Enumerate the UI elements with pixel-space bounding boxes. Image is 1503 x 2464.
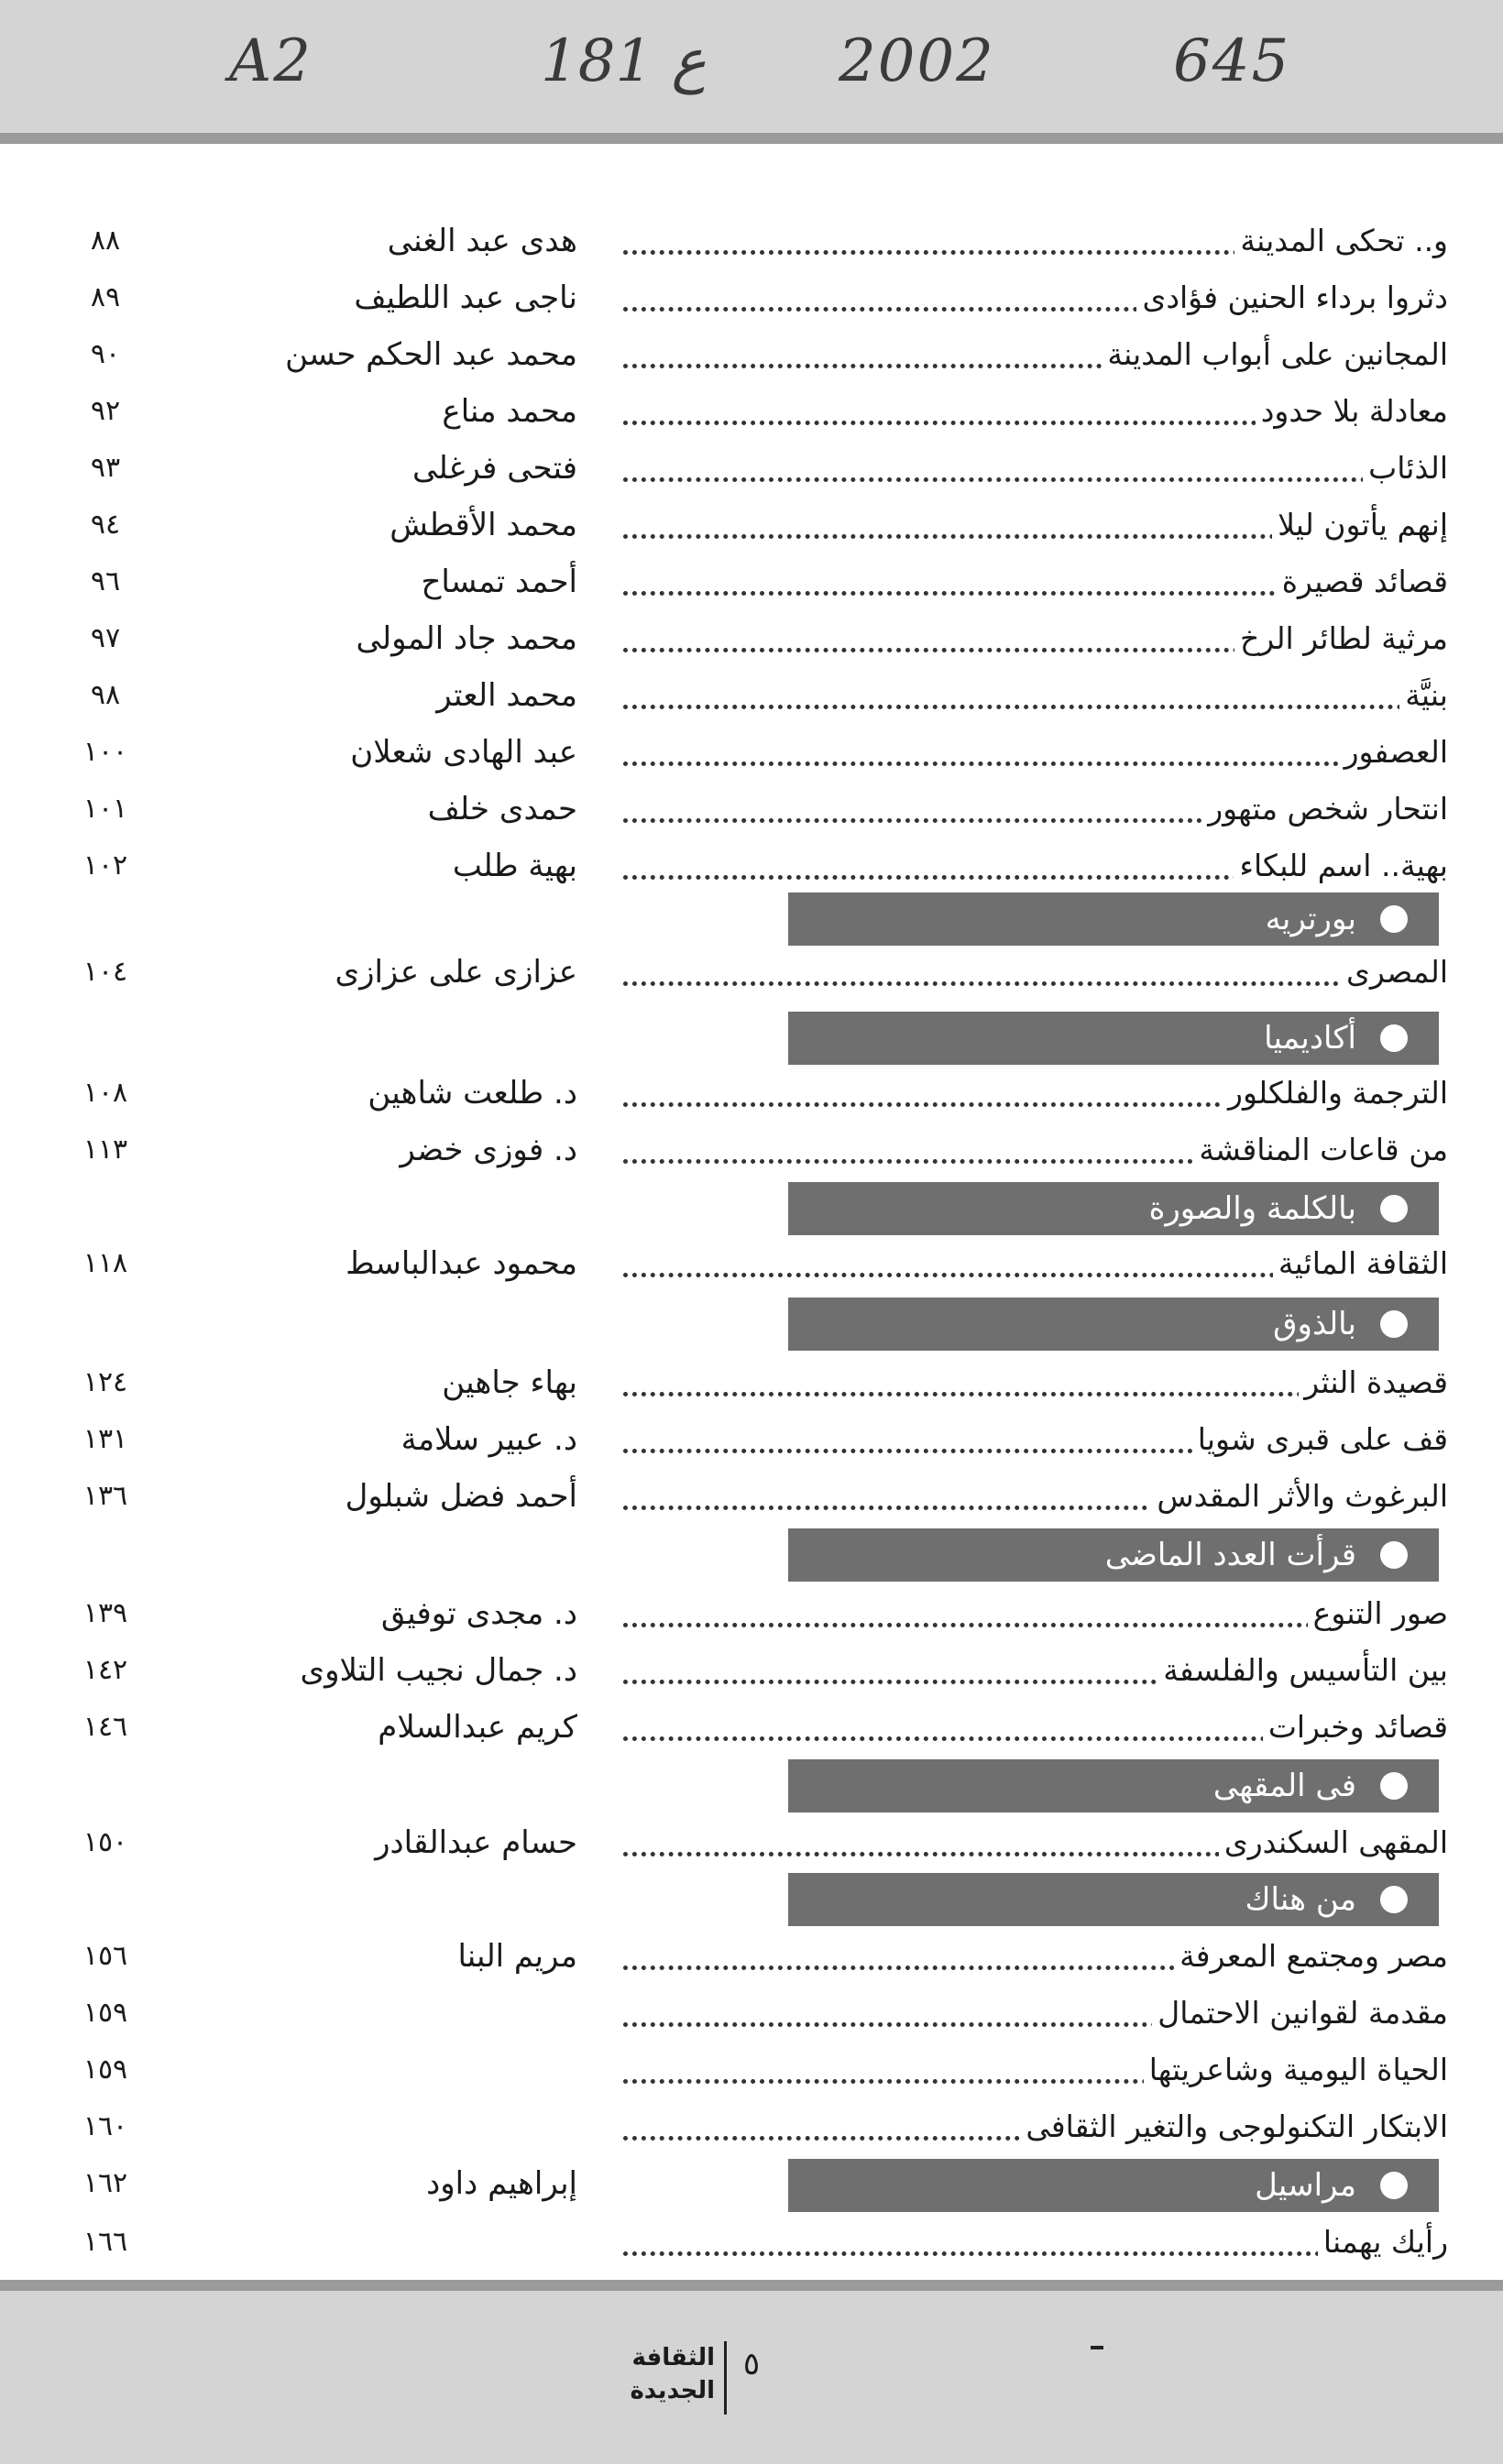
- bullet-icon: [1380, 1024, 1408, 1052]
- section-label: قرأت العدد الماضى: [1104, 1537, 1356, 1573]
- entry-title: العصفور: [623, 726, 1448, 779]
- entry-author: محمد مناع: [442, 393, 577, 430]
- entry-title: انتحار شخص متهور: [623, 783, 1448, 836]
- bullet-icon: [1380, 905, 1408, 933]
- entry-page: ١٥٩: [82, 2053, 128, 2086]
- entry-author: كريم عبدالسلام: [378, 1709, 577, 1746]
- section-header: [788, 1298, 1439, 1351]
- entry-page: ٩٨: [90, 679, 121, 711]
- toc-entry: [55, 783, 1448, 836]
- bullet-icon: [1380, 1541, 1408, 1569]
- entry-author: محمد عبد الحكم حسن: [285, 336, 577, 373]
- section-label: مراسيل: [1255, 2167, 1356, 2204]
- entry-title: و.. تحكى المدينة: [623, 214, 1448, 268]
- entry-author: محمد جاد المولى: [356, 620, 577, 657]
- entry-author: [165, 2043, 577, 2097]
- toc-entry: [55, 214, 1448, 268]
- entry-author: د. مجدى توفيق: [380, 1595, 577, 1632]
- entry-title: من قاعات المناقشة: [623, 1123, 1448, 1177]
- entry-title: بين التأسيس والفلسفة: [623, 1644, 1448, 1697]
- handwritten-note: A2: [229, 27, 313, 95]
- entry-author: د. جمال نجيب التلاوى: [300, 1652, 577, 1689]
- section-label: فى المقهى: [1212, 1768, 1356, 1804]
- entry-title: دثروا برداء الحنين فؤادى: [623, 271, 1448, 324]
- entry-page: ٩٢: [90, 395, 121, 427]
- section-label: أكاديميا: [1264, 1020, 1356, 1057]
- toc-entry: [55, 1987, 1448, 2040]
- entry-title: رأيك يهمنا: [623, 2216, 1448, 2269]
- magazine-name-line: الثقافة: [631, 2344, 715, 2371]
- entry-author: أحمد فضل شبلول: [345, 1478, 577, 1515]
- entry-page: ١٥٠: [82, 1826, 128, 1858]
- entry-author: حمدى خلف: [427, 791, 577, 827]
- entry-author: محمد العتر: [436, 677, 577, 714]
- toc-entry: [55, 2157, 1448, 2210]
- entry-title: الابتكار التكنولوجى والتغير الثقافى: [623, 2100, 1448, 2153]
- bullet-icon: [1380, 1772, 1408, 1800]
- entry-page: ١٣١: [82, 1423, 128, 1455]
- dash-mark: [1091, 2346, 1103, 2349]
- toc-entry: [55, 1930, 1448, 1983]
- entry-author: فتحى فرغلى: [412, 450, 577, 487]
- entry-title: بنيَّة: [623, 669, 1448, 722]
- entry-page: ٩٤: [90, 509, 121, 541]
- magazine-name-line: الجديدة: [630, 2377, 715, 2404]
- entry-title: مقدمة لقوانين الاحتمال: [623, 1987, 1448, 2040]
- entry-page: ١١٨: [82, 1247, 128, 1279]
- entry-author: محمود عبدالباسط: [346, 1245, 577, 1282]
- toc-entry: [55, 1067, 1448, 1120]
- entry-author: ناجى عبد اللطيف: [354, 279, 577, 316]
- entry-page: ٨٩: [90, 281, 121, 313]
- section-header: [788, 1182, 1439, 1235]
- section-label: بالكلمة والصورة: [1148, 1190, 1356, 1227]
- toc-entry: [55, 1413, 1448, 1466]
- entry-author: مريم البنا: [457, 1938, 577, 1975]
- entry-author: [165, 1987, 577, 2040]
- entry-author: د. طلعت شاهين: [368, 1075, 577, 1112]
- toc-entry: [55, 2216, 1448, 2269]
- top-rule: [0, 133, 1503, 144]
- toc-entry: [55, 1356, 1448, 1409]
- entry-author: بهية طلب: [452, 848, 577, 884]
- toc-entry: [55, 271, 1448, 324]
- entry-title: البرغوث والأثر المقدس: [623, 1470, 1448, 1523]
- entry-page: ١٤٦: [82, 1711, 128, 1743]
- bullet-icon: [1380, 1310, 1408, 1338]
- entry-page: ١٠٤: [82, 956, 128, 988]
- section-header: [788, 1759, 1439, 1812]
- toc-entry: [55, 498, 1448, 552]
- entry-page: ٩٦: [90, 565, 121, 597]
- toc-entry: [55, 1644, 1448, 1697]
- section-label: بالذوق: [1273, 1306, 1356, 1342]
- footer-page-number: ٥: [742, 2346, 761, 2382]
- toc-entry: [55, 555, 1448, 608]
- entry-page: ١٥٩: [82, 1997, 128, 2029]
- entry-title: الثقافة المائية: [623, 1237, 1448, 1290]
- toc-entry: [55, 1470, 1448, 1523]
- entry-title: معادلة بلا حدود: [623, 385, 1448, 438]
- toc-entry: [55, 1587, 1448, 1640]
- footer-divider: [724, 2341, 727, 2415]
- entry-page: ٩٧: [90, 622, 121, 654]
- section-header: [788, 1873, 1439, 1926]
- entry-page: ١٦٦: [82, 2226, 128, 2258]
- entry-title: الذئاب: [623, 442, 1448, 495]
- entry-title: قف على قبرى شويا: [623, 1413, 1448, 1466]
- toc-entry: [55, 669, 1448, 722]
- entry-author: د. فوزى خضر: [400, 1132, 577, 1168]
- entry-page: ٩٠: [90, 338, 121, 370]
- entry-title: قصائد قصيرة: [623, 555, 1448, 608]
- toc-entry: [55, 726, 1448, 779]
- entry-page: ٨٨: [90, 224, 121, 257]
- entry-title: مصر ومجتمع المعرفة: [623, 1930, 1448, 1983]
- entry-title: قصائد وخبرات: [623, 1701, 1448, 1754]
- bullet-icon: [1380, 1886, 1408, 1913]
- entry-title: صور التنوع: [623, 1587, 1448, 1640]
- toc-entry: [55, 612, 1448, 665]
- toc-entry: [55, 442, 1448, 495]
- entry-author: [165, 2100, 577, 2153]
- toc-entry: [55, 946, 1448, 999]
- entry-page: ١٦٠: [82, 2110, 128, 2142]
- footer-magazine-name: [605, 2341, 715, 2424]
- entry-page: ١٠٢: [82, 849, 128, 882]
- entry-author: عبد الهادى شعلان: [350, 734, 577, 771]
- toc-entry: [55, 839, 1448, 893]
- section-header: [788, 1012, 1439, 1065]
- entry-title: المقهى السكندرى: [623, 1816, 1448, 1869]
- entry-author: إبراهيم داود: [426, 2165, 577, 2202]
- entry-author: أحمد تمساح: [421, 564, 577, 600]
- entry-title: الحياة اليومية وشاعريتها: [623, 2043, 1448, 2097]
- section-label: بورتريه: [1265, 901, 1356, 937]
- entry-author: بهاء جاهين: [442, 1364, 577, 1401]
- entry-title: مرثية لطائر الرخ: [623, 612, 1448, 665]
- entry-page: ١١٣: [82, 1133, 128, 1166]
- entry-title: إنهم يأتون ليلا: [623, 498, 1448, 552]
- handwritten-note: ع 181: [541, 27, 707, 95]
- entry-page: ١٠٠: [82, 736, 128, 768]
- entry-title: المجانين على أبواب المدينة: [623, 328, 1448, 381]
- entry-page: ٩٣: [90, 452, 121, 484]
- toc-entry: [55, 2100, 1448, 2153]
- entry-title: بهية.. اسم للبكاء: [623, 839, 1448, 893]
- bullet-icon: [1380, 1195, 1408, 1222]
- entry-page: ١٠٨: [82, 1077, 128, 1109]
- entry-author: حسام عبدالقادر: [375, 1824, 577, 1861]
- entry-author: عزازى على عزازى: [335, 954, 577, 991]
- section-header: [788, 1528, 1439, 1582]
- entry-author: هدى عبد الغنى: [387, 223, 577, 259]
- toc-entry: [55, 1123, 1448, 1177]
- entry-title: قصيدة النثر: [623, 1356, 1448, 1409]
- entry-author: [165, 2216, 577, 2269]
- entry-author: د. عبير سلامة: [400, 1421, 577, 1458]
- toc-entry: [55, 328, 1448, 381]
- handwritten-note: 645: [1173, 27, 1291, 95]
- entry-page: ١٣٩: [82, 1597, 128, 1629]
- section-header: [788, 893, 1439, 946]
- toc-entry: [55, 1816, 1448, 1869]
- entry-page: ١٦٢: [82, 2167, 128, 2199]
- toc-entry: [55, 2043, 1448, 2097]
- entry-author: محمد الأقطش: [389, 507, 577, 543]
- toc-entry: [55, 1701, 1448, 1754]
- entry-page: ١٠١: [82, 793, 128, 825]
- entry-title: المصرى: [623, 946, 1448, 999]
- toc-entry: [55, 385, 1448, 438]
- bottom-rule: [0, 2280, 1503, 2291]
- entry-page: ١٣٦: [82, 1480, 128, 1512]
- entry-page: ١٥٦: [82, 1940, 128, 1972]
- handwritten-note: 2002: [839, 27, 995, 95]
- entry-page: ١٤٢: [82, 1654, 128, 1686]
- entry-page: ١٢٤: [82, 1366, 128, 1398]
- toc-entry: [55, 1237, 1448, 1290]
- section-label: من هناك: [1245, 1881, 1356, 1918]
- entry-title: الترجمة والفلكلور: [623, 1067, 1448, 1120]
